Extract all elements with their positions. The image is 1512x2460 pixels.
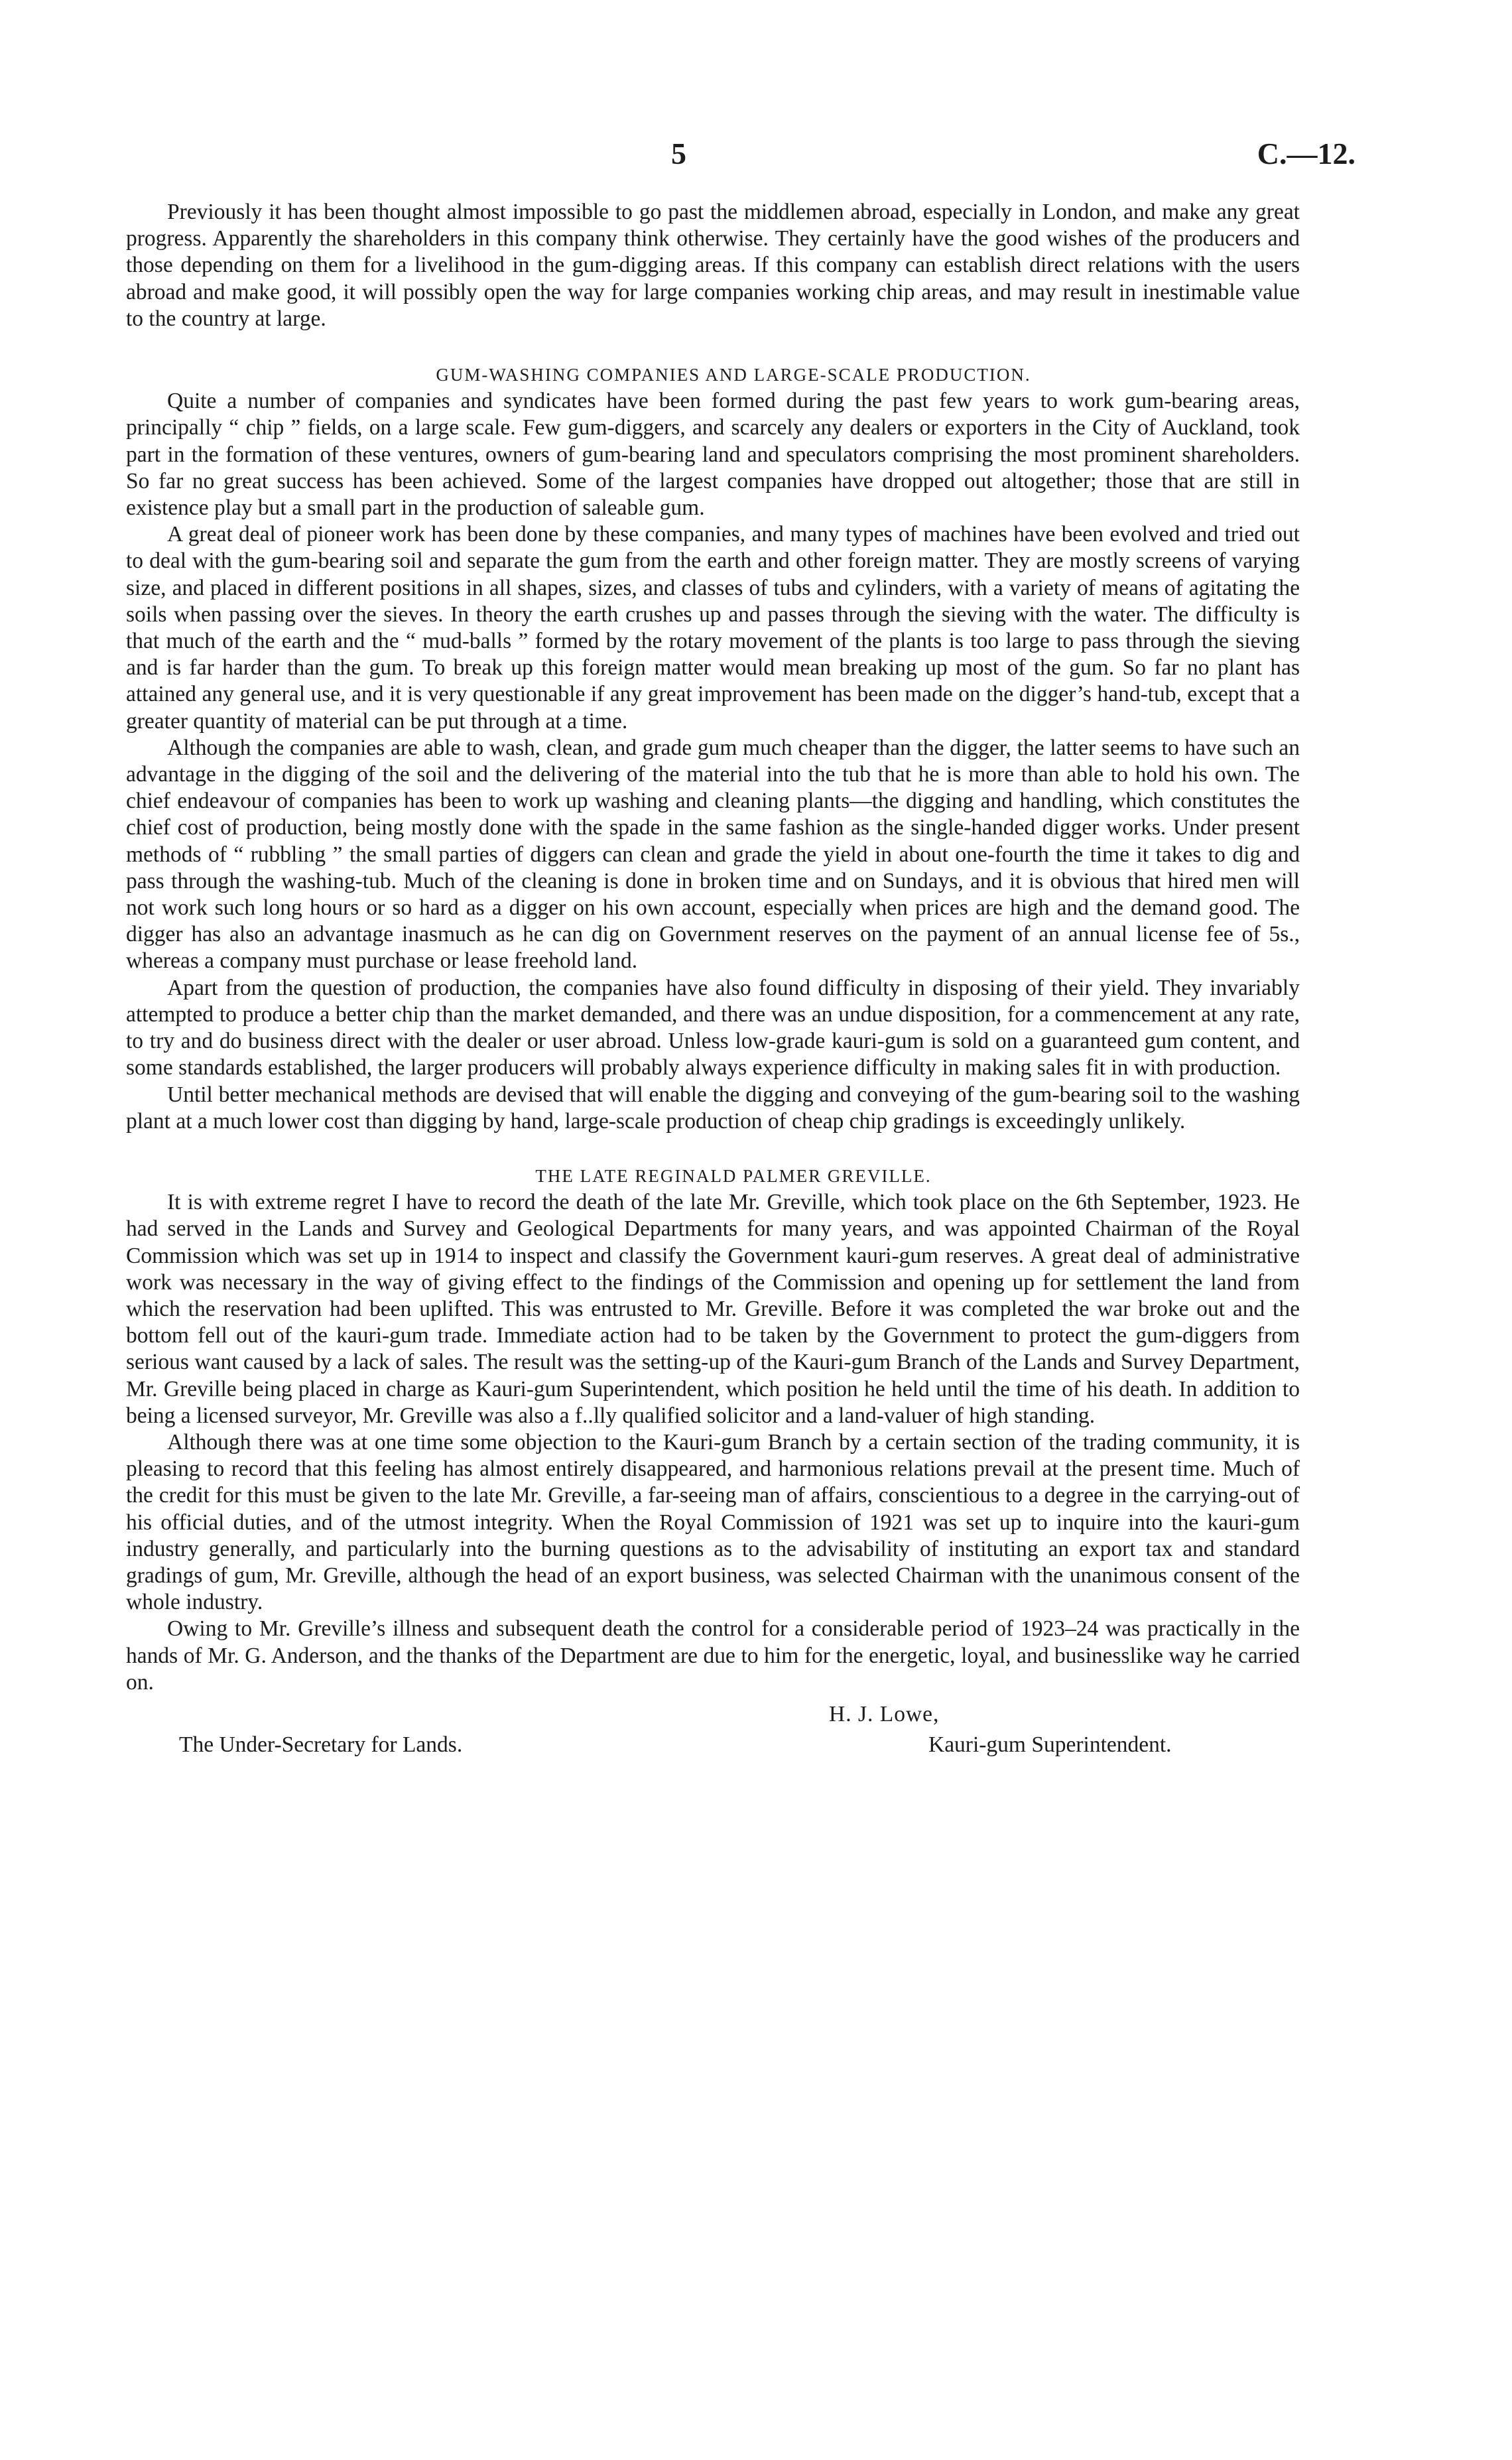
addressee: The Under-Secretary for Lands. [179, 1732, 463, 1757]
document-reference: C.—12. [1257, 137, 1355, 170]
page-header [0, 136, 1512, 182]
signature-block [126, 1701, 1300, 1761]
paragraph: Owing to Mr. Greville’s illness and subsequent death the control for a considerable period of 1923–24 was practically in the hands of Mr. G. Anderson, and the thanks of the Department are due to him for the energetic, loyal, and businesslike way he carried on. [126, 1616, 1300, 1695]
paragraph: Quite a number of companies and syndicates have been formed during the past few years to work gum-bearing areas, principally “ chip ” fields, on a large scale. Few gum-diggers, and scarcely any dealers or exporters in the City of Auckland, took part in the formation of these ventures, owners of gum-bearing land and speculators comprising the most prominent shareholders. So far no great success has been achieved. Some of the largest companies have dropped out altogether; those that are still in existence play but a small part in the production of saleable gum. [126, 389, 1300, 521]
paragraph: Until better mechanical methods are devised that will enable the digging and conveying of the gum-bearing soil to the washing plant at a much lower cost than digging by hand, large-scale production of cheap chip gradings is exceedingly unlikely. [126, 1082, 1300, 1133]
section-heading-greville: THE LATE REGINALD PALMER GREVILLE. [535, 1165, 932, 1186]
paragraph: It is with extreme regret I have to record the death of the late Mr. Greville, which took place on the 6th September, 1923. He had served in the Lands and Survey and Geological Departments for many years, and was appointed Chairman of the Royal Commission which was set up in 1914 to inspect and classify the Government kauri-gum reserves. A great deal of administrative work was necessary in the way of giving effect to the findings of the Commission and opening up for settlement the land from which the reservation had been uplifted. This was entrusted to Mr. Greville. Before it was completed the war broke out and the bottom fell out of the kauri-gum trade. Immediate action had to be taken by the Government to protect the gum-diggers from serious want caused by a lack of sales. The result was the setting-up of the Kauri-gum Branch of the Lands and Survey Department, Mr. Greville being placed in charge as Kauri-gum Superintendent, which position he held until the time of his death. In addition to being a licensed surveyor, Mr. Greville was also a f..lly qualified solicitor and a land-valuer of high standing. [126, 1190, 1300, 1428]
paragraph: Although there was at one time some objection to the Kauri-gum Branch by a certain section of the trading community, it is pleasing to record that this feeling has almost entirely disappeared, and harmonious relations prevail at the present time. Much of the credit for this must be given to the late Mr. Greville, a far-seeing man of affairs, conscientious to a degree in the carrying-out of his official duties, and of the utmost integrity. When the Royal Commission of 1921 was set up to inquire into the kauri-gum industry generally, and particularly into the burning questions as to the advisability of instituting an export tax and standard gradings of gum, Mr. Greville, although the head of an export business, was selected Chairman with the unanimous consent of the whole industry. [126, 1429, 1300, 1615]
signatory-name: H. J. Lowe, [829, 1701, 940, 1726]
intro-paragraph: Previously it has been thought almost impossible to go past the middlemen abroad, especially in London, and make any great progress. Apparently the shareholders in this company think otherwise. They certainly have the good wishes of the producers and those depending on them for a livelihood in the gum-digging areas. If this company can establish direct relations with the users abroad and make good, it will possibly open the way for large companies working chip areas, and may result in inestimable value to the country at large. [126, 200, 1300, 331]
paragraph: Although the companies are able to wash, clean, and grade gum much cheaper than the digger, the latter seems to have such an advantage in the digging of the soil and the delivering of the material into the tub that he is more than able to hold his own. The chief endeavour of companies has been to work up washing and cleaning plants—the digging and handling, which constitutes the chief cost of production, being mostly done with the spade in the same fashion as the single-handed digger works. Under present methods of “ rubbling ” the small parties of diggers can clean and grade the yield in about one-fourth the time it takes to dig and pass through the washing-tub. Much of the cleaning is done in broken time and on Sundays, and it is obvious that hired men will not work such long hours or so hard as a digger on his own account, especially when prices are high and the demand good. The digger has also an advantage inasmuch as he can dig on Government reserves on the payment of an annual license fee of 5s., whereas a company must purchase or lease freehold land. [126, 735, 1300, 974]
document-body [126, 199, 1300, 1761]
paragraph: A great deal of pioneer work has been done by these companies, and many types of machines have been evolved and tried out to deal with the gum-bearing soil and separate the gum from the earth and other foreign matter. They are mostly screens of varying size, and placed in different positions in all shapes, sizes, and classes of tubs and cylinders, with a variety of means of agitating the soils when passing over the sieves. In theory the earth crushes up and passes through the sieving with the water. The difficulty is that much of the earth and the “ mud-balls ” formed by the rotary movement of the plants is too large to pass through the sieving and is far harder than the gum. To break up this foreign matter would mean breaking up most of the gum. So far no plant has attained any general use, and it is very questionable if any great improvement has been made on the digger’s hand-tub, except that a greater quantity of material can be put through at a time. [126, 522, 1300, 734]
section-heading-gum-washing: GUM-WASHING COMPANIES AND LARGE-SCALE PRODUCTION. [436, 365, 1031, 385]
paragraph: Apart from the question of production, the companies have also found difficulty in disposing of their yield. They invariably attempted to produce a better chip than the market demanded, and there was an undue disposition, for a commencement at any rate, to try and do business direct with the dealer or user abroad. Unless low-grade kauri-gum is sold on a guaranteed gum content, and some standards established, the larger producers will probably always experience difficulty in making sales fit in with production. [126, 975, 1300, 1080]
signatory-title: Kauri-gum Superintendent. [928, 1732, 1172, 1757]
page-number: 5 [671, 137, 686, 170]
